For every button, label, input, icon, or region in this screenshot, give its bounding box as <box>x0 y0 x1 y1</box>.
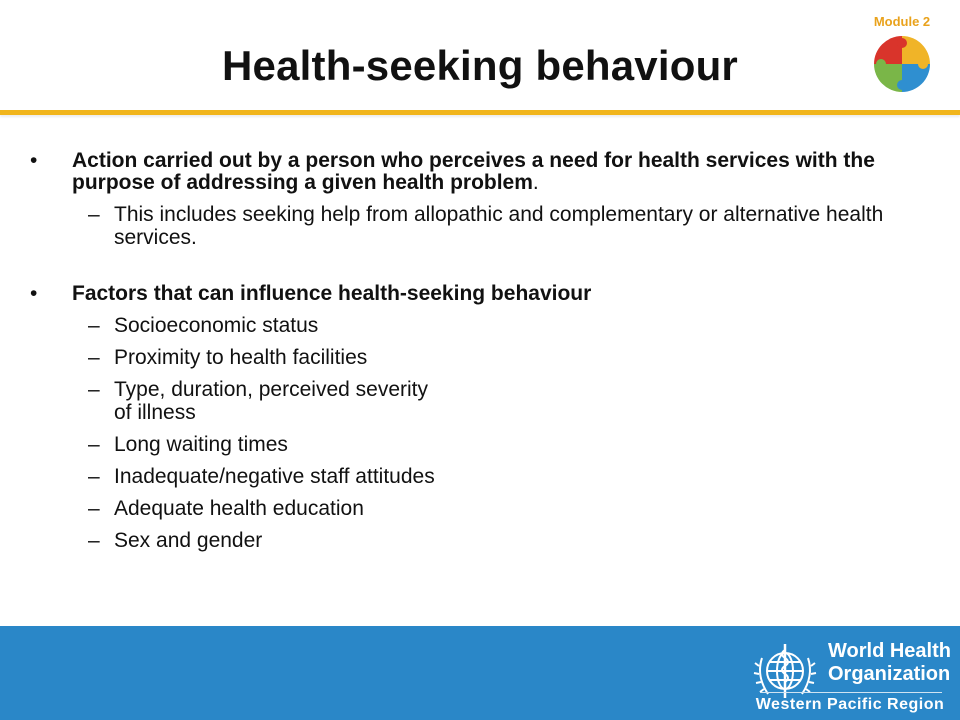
sub-item-text: This includes seeking help from allopathic and complementary or alternative health services. <box>114 203 884 249</box>
sub-item <box>30 497 930 520</box>
bullet-factors <box>30 283 930 305</box>
dash-symbol: – <box>88 465 100 488</box>
sub-item <box>30 433 930 456</box>
dash-symbol: – <box>88 529 100 552</box>
sub-item <box>30 314 930 337</box>
sub-item <box>30 465 930 488</box>
sub-item <box>30 529 930 552</box>
dash-symbol: – <box>88 203 100 226</box>
bullet-text: Action carried out by a person who perceives a need for health services with the purpose of addressing a given health problem <box>72 149 875 194</box>
bullet-text: Factors that can influence health-seeking behaviour <box>72 282 592 305</box>
sub-item-text: Type, duration, perceived severity of illness <box>114 378 428 424</box>
sub-item-text: Inadequate/negative staff attitudes <box>114 465 435 488</box>
who-region: Western Pacific Region <box>755 696 945 713</box>
bullet-symbol: • <box>30 149 38 172</box>
who-name <box>828 640 951 686</box>
bullet-symbol: • <box>30 282 38 305</box>
sub-item-text: Proximity to health facilities <box>114 346 368 369</box>
sub-item-text: Adequate health education <box>114 497 364 520</box>
dash-symbol: – <box>88 378 100 401</box>
who-name-line2: Organization <box>828 663 951 685</box>
slide-content <box>30 150 930 552</box>
who-name-line1: World Health <box>828 640 951 662</box>
bullet-definition <box>30 150 930 194</box>
dash-symbol: – <box>88 346 100 369</box>
sub-item <box>30 203 930 249</box>
sub-item <box>30 346 930 369</box>
dash-symbol: – <box>88 314 100 337</box>
sub-item <box>30 378 444 424</box>
dash-symbol: – <box>88 497 100 520</box>
footer-divider <box>760 692 942 693</box>
sub-item-text: Sex and gender <box>114 529 263 552</box>
title-underline <box>0 110 960 115</box>
module-badge <box>866 14 938 100</box>
bullet-end-punctuation: . <box>532 171 539 194</box>
footer-bar <box>0 626 960 720</box>
slide-title: Health-seeking behaviour <box>222 42 738 89</box>
dash-symbol: – <box>88 433 100 456</box>
puzzle-icon <box>872 34 932 94</box>
sub-item-text: Socioeconomic status <box>114 314 319 337</box>
module-label: Module 2 <box>873 14 931 29</box>
sub-item-text: Long waiting times <box>114 433 288 456</box>
